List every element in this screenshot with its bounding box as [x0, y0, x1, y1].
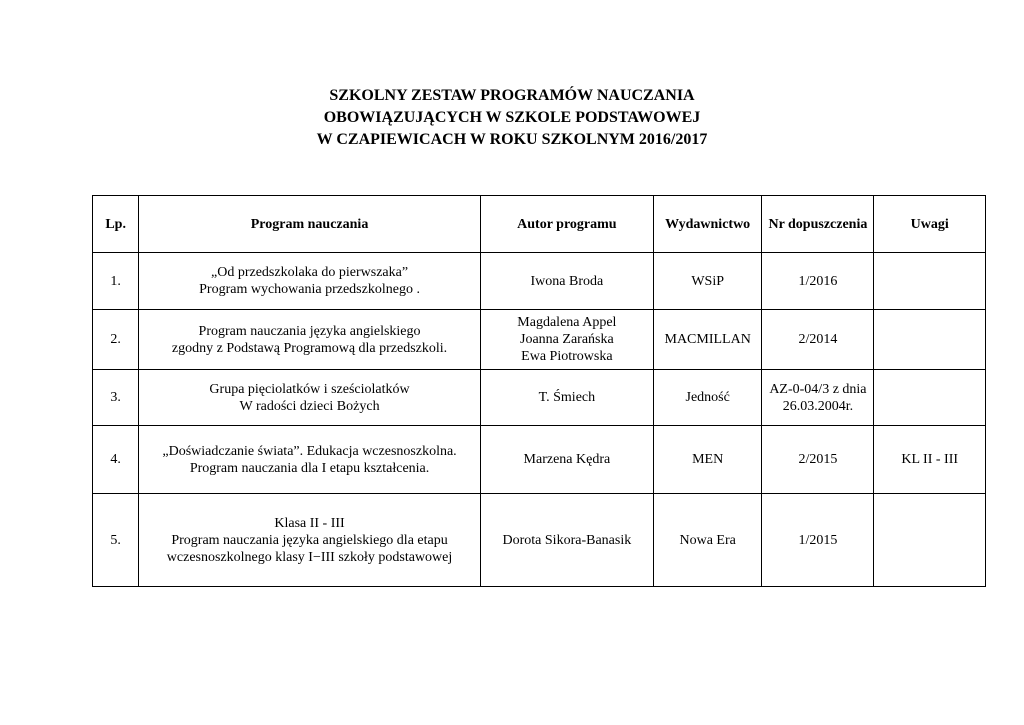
cell-program	[139, 494, 480, 587]
cell-author-line: Joanna Zarańska	[520, 332, 614, 347]
cell-approval	[762, 310, 874, 370]
cell-approval-line: 1/2015	[798, 532, 838, 548]
cell-program-line: Program nauczania języka angielskiego dla etapu	[171, 532, 448, 548]
cell-program-line: Grupa pięciolatków i sześciolatków	[209, 381, 410, 397]
cell-author-line: Ewa Piotrowska	[521, 349, 613, 364]
cell-notes	[874, 253, 986, 310]
cell-publisher: Nowa Era	[653, 494, 761, 587]
header-lp: Lp.	[93, 196, 139, 253]
cell-lp: 2.	[93, 310, 139, 370]
cell-notes	[874, 310, 986, 370]
document-title	[0, 85, 1024, 151]
cell-program-line: zgodny z Podstawą Programową dla przedszkoli.	[171, 340, 448, 356]
cell-program	[139, 370, 480, 426]
cell-publisher: WSiP	[653, 253, 761, 310]
cell-approval-line: AZ-0-04/3 z dnia	[769, 381, 867, 397]
cell-author	[480, 494, 653, 587]
table-row	[93, 426, 986, 494]
cell-program-line: „Od przedszkolaka do pierwszaka”	[211, 265, 409, 280]
cell-author	[480, 310, 653, 370]
cell-program-line: Program nauczania języka angielskiego	[198, 323, 421, 339]
cell-author-line: Magdalena Appel	[517, 315, 617, 330]
cell-author	[480, 426, 653, 494]
cell-lp: 4.	[93, 426, 139, 494]
cell-approval	[762, 426, 874, 494]
title-line-3: W CZAPIEWICACH W ROKU SZKOLNYM 2016/2017	[316, 131, 708, 148]
cell-program	[139, 253, 480, 310]
cell-lp: 1.	[93, 253, 139, 310]
cell-approval	[762, 370, 874, 426]
cell-author	[480, 253, 653, 310]
cell-approval-line: 2/2015	[798, 452, 838, 467]
cell-program-line: „Doświadczanie świata”. Edukacja wczesnoszkolna.	[162, 443, 457, 459]
cell-approval-line: 2/2014	[798, 332, 838, 347]
cell-approval-line: 26.03.2004r.	[782, 398, 854, 414]
cell-notes	[874, 370, 986, 426]
header-program: Program nauczania	[139, 196, 480, 253]
header-approval: Nr dopuszczenia	[762, 196, 874, 253]
table-row	[93, 370, 986, 426]
cell-notes: KL II - III	[874, 426, 986, 494]
cell-program	[139, 426, 480, 494]
cell-author-line: T. Śmiech	[538, 390, 596, 405]
header-author: Autor programu	[480, 196, 653, 253]
table-row	[93, 310, 986, 370]
cell-program-line: Klasa II - III	[274, 515, 345, 531]
cell-notes	[874, 494, 986, 587]
cell-approval	[762, 494, 874, 587]
cell-author-line: Iwona Broda	[530, 273, 604, 289]
cell-author-line: Marzena Kędra	[523, 452, 611, 467]
cell-publisher: MEN	[653, 426, 761, 494]
cell-publisher: Jedność	[653, 370, 761, 426]
cell-author-line: Dorota Sikora-Banasik	[502, 532, 632, 548]
header-notes: Uwagi	[874, 196, 986, 253]
curriculum-table	[92, 195, 986, 587]
cell-program	[139, 310, 480, 370]
cell-approval-line: 1/2016	[798, 273, 838, 289]
cell-program-line: Program wychowania przedszkolnego .	[199, 282, 420, 297]
table-header-row	[93, 196, 986, 253]
cell-lp: 3.	[93, 370, 139, 426]
cell-program-line: W radości dzieci Bożych	[239, 398, 380, 414]
table-row	[93, 494, 986, 587]
title-line-1: SZKOLNY ZESTAW PROGRAMÓW NAUCZANIA	[329, 87, 695, 104]
table-row	[93, 253, 986, 310]
cell-program-line: Program nauczania dla I etapu kształcenia.	[189, 460, 430, 476]
cell-author	[480, 370, 653, 426]
cell-approval	[762, 253, 874, 310]
cell-program-line: wczesnoszkolnego klasy I−III szkoły podstawowej	[166, 549, 453, 565]
cell-publisher: MACMILLAN	[653, 310, 761, 370]
title-line-2: OBOWIĄZUJĄCYCH W SZKOLE PODSTAWOWEJ	[323, 109, 701, 126]
cell-lp: 5.	[93, 494, 139, 587]
header-publisher: Wydawnictwo	[653, 196, 761, 253]
